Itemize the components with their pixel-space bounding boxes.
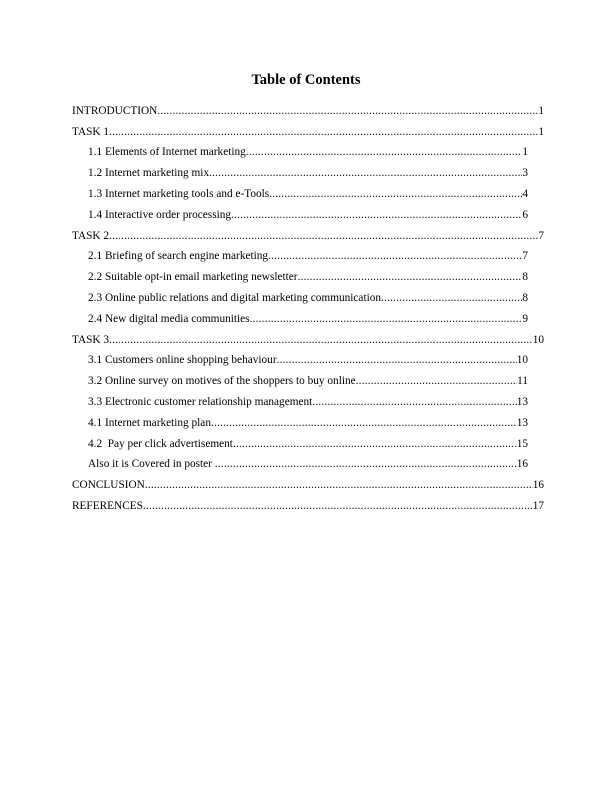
dot-leader	[231, 208, 522, 225]
toc-entry-page-number: 7	[538, 229, 544, 242]
dot-leader	[143, 499, 533, 516]
toc-entry-label: TASK 2	[72, 229, 110, 242]
toc-entry-3-2[interactable]	[0, 370, 528, 391]
toc-entry-task-2[interactable]	[0, 225, 544, 246]
toc-entry-label: TASK 1	[72, 125, 110, 138]
dot-leader	[157, 104, 538, 121]
toc-entry-task-1[interactable]	[0, 121, 544, 142]
toc-entry-conclusion[interactable]	[0, 474, 544, 495]
toc-entry-1-2[interactable]	[0, 162, 528, 183]
dot-leader	[277, 353, 517, 370]
toc-list	[0, 100, 612, 516]
toc-entry-page-number: 16	[532, 479, 544, 492]
dot-leader	[145, 478, 533, 495]
toc-entry-label: 3.3 Electronic customer relationship management	[88, 395, 313, 408]
dot-leader	[298, 270, 523, 287]
toc-entry-label: Also it is Covered in poster	[88, 458, 215, 471]
toc-entry-page-number: 17	[532, 499, 544, 512]
dot-leader	[312, 395, 516, 412]
toc-entry-label: 2.1 Briefing of search engine marketing	[88, 250, 269, 263]
dot-leader	[109, 229, 538, 246]
toc-entry-label: 4.2 Pay per click advertisement	[88, 437, 233, 450]
dot-leader	[215, 457, 517, 474]
toc-title: Table of Contents	[251, 72, 361, 88]
toc-entry-task-3[interactable]	[0, 329, 544, 350]
dot-leader	[109, 333, 533, 350]
toc-entry-3-3[interactable]	[0, 391, 528, 412]
toc-entry-page-number: 13	[516, 416, 528, 429]
toc-entry-page-number: 10	[516, 354, 528, 367]
toc-entry-label: REFERENCES	[72, 499, 143, 512]
toc-entry-poster[interactable]	[0, 454, 528, 475]
dot-leader	[211, 416, 517, 433]
toc-entry-page-number: 1	[538, 104, 544, 117]
dot-leader	[268, 249, 522, 266]
toc-entry-4-1[interactable]	[0, 412, 528, 433]
toc-entry-label: 1.3 Internet marketing tools and e-Tools	[88, 187, 270, 200]
toc-entry-page-number: 8	[522, 271, 528, 284]
toc-entry-label: 3.1 Customers online shopping behaviour	[88, 354, 277, 367]
toc-entry-1-3[interactable]	[0, 183, 528, 204]
toc-entry-page-number: 1	[522, 146, 528, 159]
toc-entry-3-1[interactable]	[0, 350, 528, 371]
toc-entry-introduction[interactable]	[0, 100, 544, 121]
toc-entry-2-4[interactable]	[0, 308, 528, 329]
toc-entry-1-4[interactable]	[0, 204, 528, 225]
toc-entry-4-2[interactable]	[0, 433, 528, 454]
toc-entry-2-3[interactable]	[0, 287, 528, 308]
toc-entry-2-1[interactable]	[0, 246, 528, 267]
toc-entry-label: 2.2 Suitable opt-in email marketing newsletter	[88, 271, 298, 284]
dot-leader	[109, 125, 538, 142]
dot-leader	[250, 312, 523, 329]
toc-entry-label: 4.1 Internet marketing plan	[88, 416, 211, 429]
toc-entry-1-1[interactable]	[0, 142, 528, 163]
toc-entry-label: CONCLUSION	[72, 479, 145, 492]
toc-entry-label: 1.4 Interactive order processing	[88, 208, 232, 221]
toc-entry-label: 2.4 New digital media communities	[88, 312, 250, 325]
dot-leader	[356, 374, 517, 391]
toc-entry-page-number: 9	[522, 312, 528, 325]
toc-entry-page-number: 16	[516, 458, 528, 471]
toc-entry-page-number: 13	[516, 395, 528, 408]
dot-leader	[381, 291, 522, 308]
toc-entry-label: 1.2 Internet marketing mix	[88, 167, 210, 180]
toc-entry-label: TASK 3	[72, 333, 110, 346]
toc-entry-page-number: 15	[516, 437, 528, 450]
toc-entry-page-number: 3	[522, 167, 528, 180]
toc-entry-label: 2.3 Online public relations and digital marketing communication	[88, 291, 382, 304]
dot-leader	[246, 145, 523, 162]
toc-entry-label: 3.2 Online survey on motives of the shoppers to buy online	[88, 375, 356, 388]
toc-entry-references[interactable]	[0, 495, 544, 516]
toc-entry-page-number: 4	[522, 187, 528, 200]
toc-entry-label: 1.1 Elements of Internet marketing	[88, 146, 246, 159]
dot-leader	[233, 437, 517, 454]
toc-entry-page-number: 10	[532, 333, 544, 346]
dot-leader	[269, 187, 522, 204]
toc-entry-page-number: 8	[522, 291, 528, 304]
toc-entry-page-number: 7	[522, 250, 528, 263]
toc-entry-page-number: 11	[517, 375, 528, 388]
dot-leader	[209, 166, 522, 183]
toc-entry-page-number: 1	[538, 125, 544, 138]
toc-entry-label: INTRODUCTION	[72, 104, 158, 117]
toc-entry-page-number: 6	[522, 208, 528, 221]
toc-entry-2-2[interactable]	[0, 266, 528, 287]
